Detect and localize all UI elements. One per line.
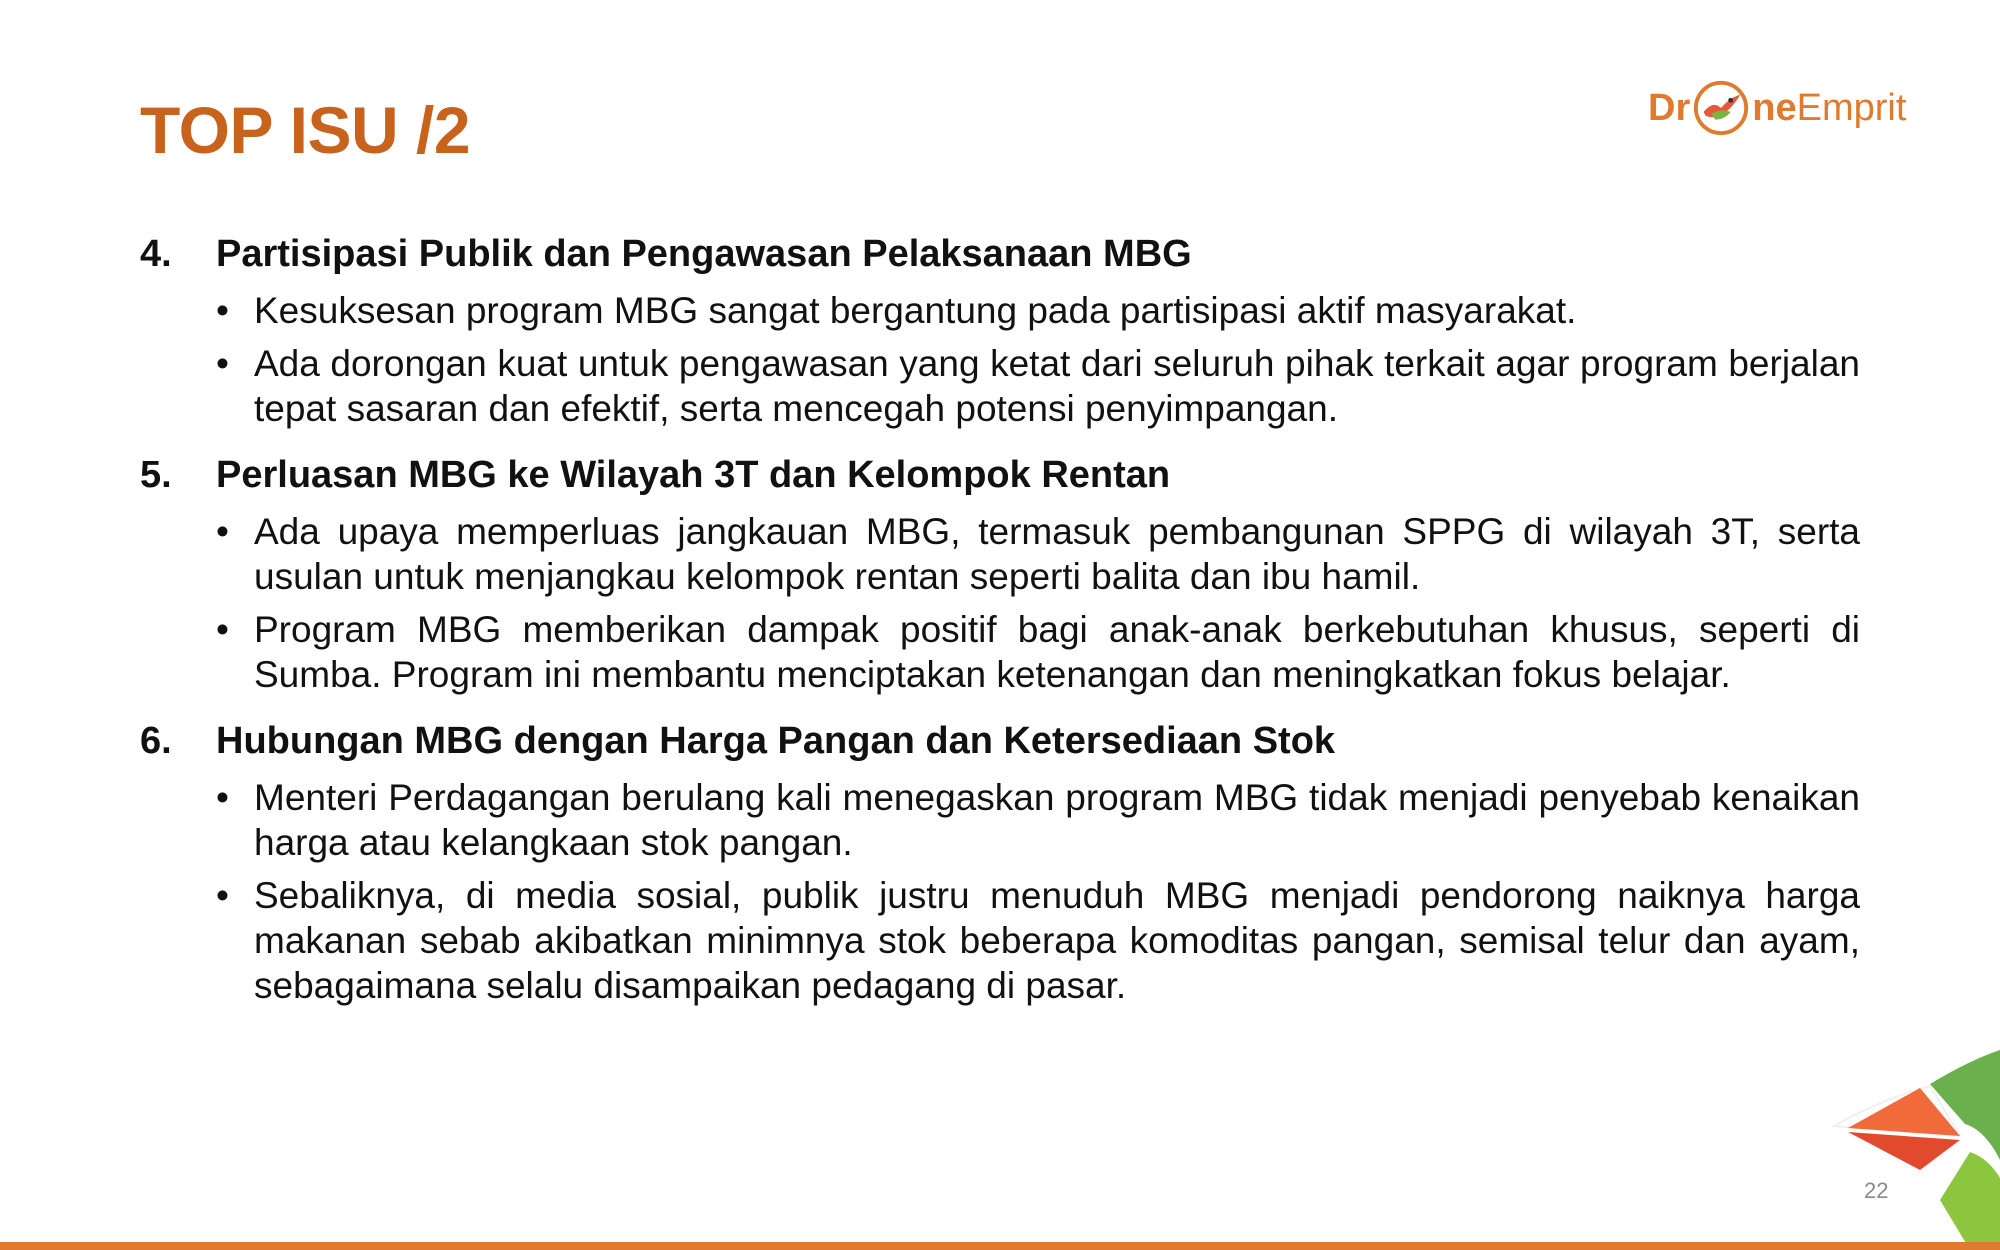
bullet-dot-icon: • — [216, 875, 229, 916]
bullet-dot-icon: • — [216, 343, 229, 384]
bullet-item — [216, 775, 1860, 865]
topic-item — [140, 228, 1860, 431]
topic-heading: Hubungan MBG dengan Harga Pangan dan Ketersediaan Stok — [216, 720, 1336, 762]
bullet-dot-icon: • — [216, 511, 229, 552]
bullet-item — [216, 288, 1860, 333]
bullet-text: Sebaliknya, di media sosial, publik justru menuduh MBG menjadi pendorong naiknya harga makanan sebab akibatkan minimnya stok beberapa komoditas pangan, semisal telur dan ayam, sebagaimana selalu disampaikan pedagang di pasar. — [254, 875, 1860, 1006]
logo-text-part3: Emprit — [1796, 86, 1907, 129]
bullet-item — [216, 873, 1860, 1008]
bullet-dot-icon: • — [216, 609, 229, 650]
topic-heading: Perluasan MBG ke Wilayah 3T dan Kelompok Rentan — [216, 454, 1171, 496]
slide-title: TOP ISU /2 — [140, 93, 471, 167]
bullet-text: Kesuksesan program MBG sangat bergantung pada partisipasi aktif masyarakat. — [254, 290, 1577, 331]
logo-text-part2: ne — [1752, 86, 1797, 129]
bottom-accent-bar — [0, 1242, 2000, 1250]
bullet-item — [216, 341, 1860, 431]
drone-emprit-logo — [1648, 70, 1914, 146]
bullet-dot-icon: • — [216, 777, 229, 818]
topic-item — [140, 449, 1860, 697]
drone-bird-logo-icon — [1692, 79, 1750, 137]
topic-list — [140, 228, 1860, 1026]
topic-number: 5. — [140, 454, 172, 496]
topic-heading: Partisipasi Publik dan Pengawasan Pelaksanaan MBG — [216, 233, 1192, 275]
topic-item — [140, 715, 1860, 1008]
corner-leaf-decoration-icon — [1820, 1040, 2000, 1250]
bullet-dot-icon: • — [216, 290, 229, 331]
topic-number: 4. — [140, 233, 172, 275]
bullet-text: Ada dorongan kuat untuk pengawasan yang ketat dari seluruh pihak terkait agar program berjalan tepat sasaran dan efektif, serta mencegah potensi penyimpangan. — [254, 343, 1860, 429]
bullet-item — [216, 607, 1860, 697]
topic-number: 6. — [140, 720, 172, 762]
bullet-text: Menteri Perdagangan berulang kali menegaskan program MBG tidak menjadi penyebab kenaikan harga atau kelangkaan stok pangan. — [254, 777, 1860, 863]
bullet-text: Program MBG memberikan dampak positif bagi anak-anak berkebutuhan khusus, seperti di Sumba. Program ini membantu menciptakan ketenangan dan meningkatkan fokus belajar. — [254, 609, 1860, 695]
bullet-text: Ada upaya memperluas jangkauan MBG, termasuk pembangunan SPPG di wilayah 3T, serta usulan untuk menjangkau kelompok rentan seperti balita dan ibu hamil. — [254, 511, 1860, 597]
logo-text-part1: Dr — [1648, 86, 1691, 129]
page-number: 22 — [1864, 1178, 1889, 1203]
bullet-item — [216, 509, 1860, 599]
